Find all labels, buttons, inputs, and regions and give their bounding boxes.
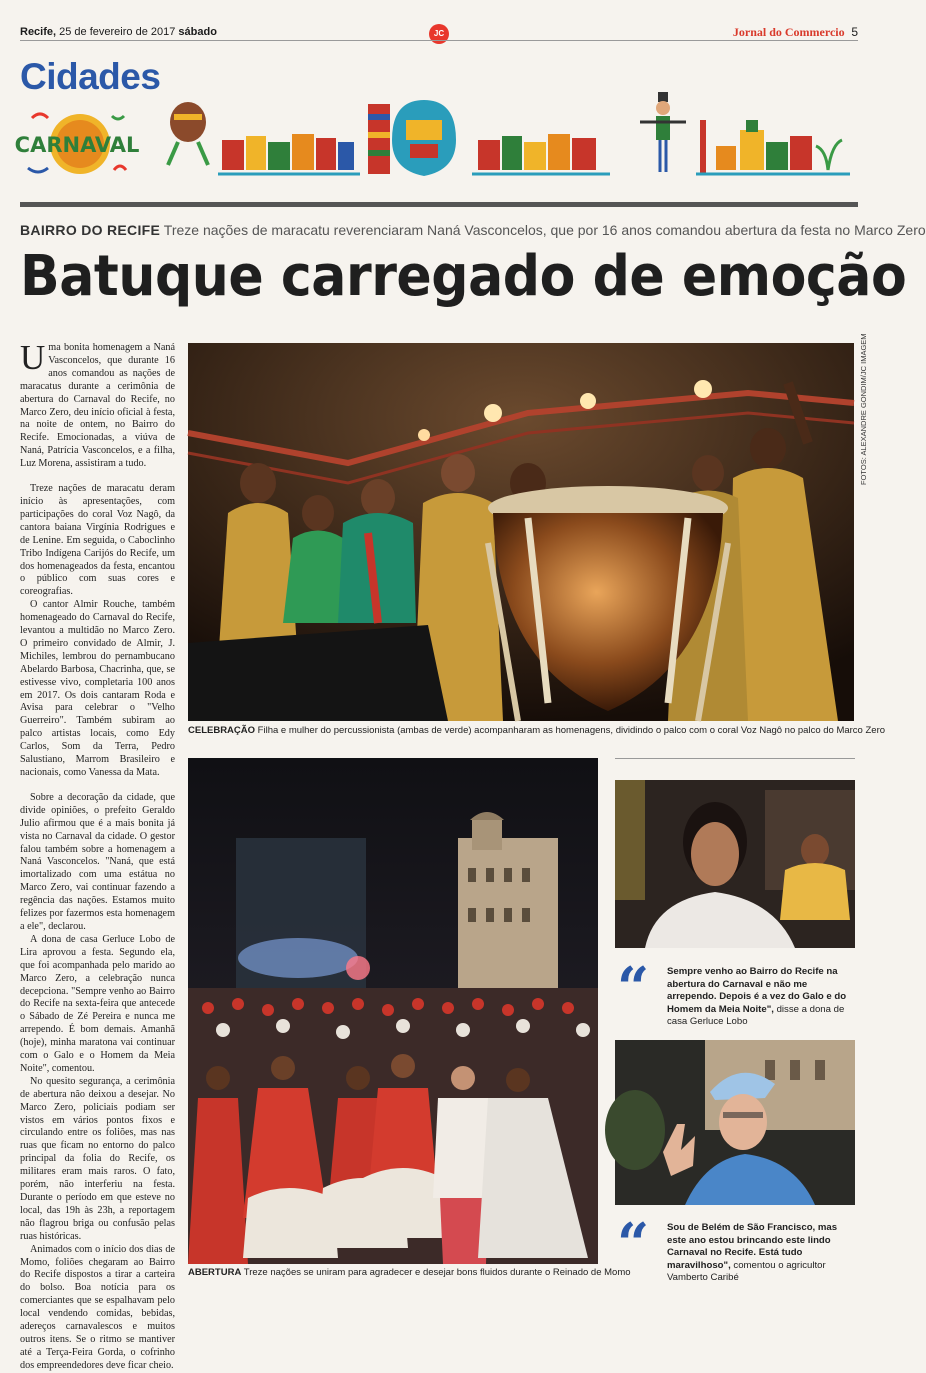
paragraph-1-text: ma bonita homenagem a Naná Vasconcelos, que durante 16 anos comandou as nações de maracatus durante a cerimônia de abertura do Carnaval do Recife, no Marco Zero, deu início oficial à festa, na noite de ontem, no Bairro do Recife. Emocionadas, a viúva de Naná, Patrícia Vasconcelos, e a filha, Luz Morena, assistiram a tudo. [20,342,175,470]
section-title: Cidades [20,56,161,97]
quote-vamberto-text [667,1222,857,1285]
article-headline: Batuque carregado de emoção [20,244,907,309]
quote-vamberto-bold: Sou de Belém de São Francisco, mas este ano estou brincando este lindo Carnaval no Recife. Está tudo maravilhoso", [667,1222,838,1271]
photo-vamberto-caribe [615,1040,855,1205]
quote-mark-icon: “ [617,955,650,1021]
paper-name: Jornal do Commercio [732,25,845,39]
jc-logo-icon: JC [429,24,449,44]
paragraph-3: O cantor Almir Rouche, também homenageado do Carnaval do Recife, levantou a multidão no Marco Zero. O primeiro convidado de Almir, J. Michiles, lembrou do pernambucano Abelardo Barbosa, Chacrinha, que, se estivesse vivo, completaria 100 anos em 2017. Os dois cantaram Roda e Avisa para celebrar o "Velho Guerreiro". Também subiram ao palco artistas locais, como Edy Carlos, Som da Terra, Pedro Salustiano, Marrom Brasileiro e nacionais, como Vanessa da Mata. [20,599,175,778]
masthead-right [733,25,858,40]
quote-gerluce-bold: Sempre venho ao Bairro do Recife na abertura do Carnaval e não me arrependo. Depois é a vez do Galo e do Homem da Meia Noite", [667,966,847,1015]
dateline-city: Recife, [20,26,57,38]
dateline-weekday: sábado [178,26,217,38]
paragraph-5: A dona de casa Gerluce Lobo de Lira aprovou a festa. Segundo ela, que foi acompanhada pelo marido ao Marco Zero, a celebração nunca decepciona. "Sempre venho ao Bairro do Recife na sexta-feira que antecede o Sábado de Zé Pereira e nunca me arrependo. É bom demais. Amanhã (hoje), minha maratona vai continuar com o Galo e o Homem da Meia Noite", comentou. [20,933,175,1074]
photo-caption-crowd [188,1267,631,1278]
paragraph-2: Treze nações de maracatu deram início às apresentações, com participações do coral Voz Nagô, da cantora baiana Virgínia Rodrigues e de Lenine. Em seguida, o Caboclinho Tribo Indígena Carijós do Recife, um dos homenageados da festa, encantou o público com suas cores e coreografias. [20,483,175,598]
section-divider [20,202,858,207]
paragraph-4: Sobre a decoração da cidade, que divide opiniões, o prefeito Geraldo Julio afirmou que é a mais bonita já vista no Carnaval da cidade. O gestor falou também sobre a homenagem a Naná Vasconcelos. "Naná, que está imortalizado com uma estátua no Marco Zero, vai continuar fazendo a regência das nações. Estamos muito felizes por fazermos esta homenagem a ele", declarou. [20,791,175,932]
article-body [20,338,175,1373]
kicker-text: Treze nações de maracatu reverenciaram Naná Vasconcelos, que por 16 anos comandou abertura da festa no Marco Zero [163,222,926,238]
kicker-tag: BAIRRO DO RECIFE [20,222,161,238]
photo-caption-main [188,725,885,736]
caption-crowd-text: Treze nações se uniram para agradecer e desejar bons fluidos durante o Reinado de Momo [243,1267,631,1278]
man-photo-illustration [615,1040,855,1205]
woman-photo-illustration [615,780,855,948]
article-kicker [20,222,926,238]
page-number: 5 [851,25,858,39]
caption-main-text: Filha e mulher do percussionista (ambas de verde) acompanharam as homenagens, dividindo o palco com o coral Voz Nagô no palco do Marco Zero [257,725,886,736]
header-rule [20,40,858,41]
quote-mark-icon: “ [617,1211,650,1277]
crowd-photo-illustration [188,758,598,1264]
dateline [20,26,217,38]
stage-photo-illustration [188,343,854,721]
dateline-date: 25 de fevereiro de 2017 [59,26,176,38]
paragraph-7: Animados com o início dos dias de Momo, foliões chegaram ao Bairro do Recife dispostos a tirar a carteira do bolso. Boa notícia para os comerciantes que se espalhavam pelo local vendendo comidas, bebidas, adereços carnavalescos e muitos outros itens. Se o ritmo se mantiver até a Terça-Feira Gorda, o cofrinho dos empreendedores deve ficar cheio. [20,1243,175,1371]
photo-credit [856,333,870,485]
carnaval-logo-icon [14,108,140,180]
paragraph-6: No quesito segurança, a cerimônia de abertura não deixou a desejar. No Marco Zero, policiais podiam ser vistos em vários pontos fixos e circulando entre os foliões, mas nas ruas que ficam no entorno do palco principal da folia do Recife, os militares eram mais raros. O fato, porém, não interferiu na festa. Durante o período em que esteve no local, das 19h às 23h, a reportagem não flagrou briga ou confusão pelas ruas históricas. [20,1075,175,1242]
sidebar-rule [615,758,855,759]
paragraph-1 [20,338,175,471]
quote-gerluce-attribution: disse a dona de casa Gerluce Lobo [667,1003,845,1028]
quote-vamberto-attribution: comentou o agricultor Vamberto Caribé [667,1259,826,1284]
photo-credit-text: FOTOS: ALEXANDRE GONDIM/JC IMAGEM [859,333,868,485]
photo-gerluce-lobo [615,780,855,948]
carnaval-logo-text: CARNAVAL [14,133,140,157]
caption-main-tag: CELEBRAÇÃO [188,725,256,736]
photo-crowd-opening [188,758,598,1264]
quote-gerluce-text [667,966,857,1029]
carnaval-banner-illustration [160,90,860,185]
dropcap: U [20,338,46,377]
photo-stage-celebration [188,343,854,721]
caption-crowd-tag: ABERTURA [188,1267,242,1278]
